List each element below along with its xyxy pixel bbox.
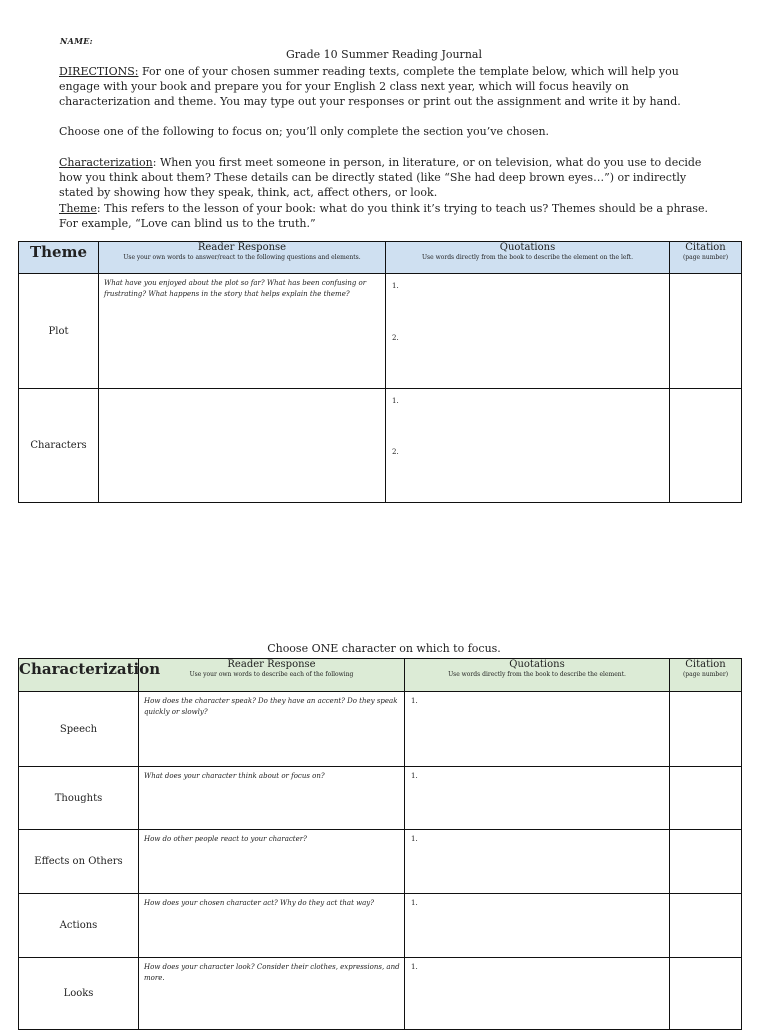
quotation-cell-plot[interactable] (386, 274, 670, 389)
directions-label: DIRECTIONS: (59, 65, 139, 78)
table-row (19, 274, 742, 389)
quote-number: 1. (411, 835, 418, 843)
directions-paragraph (59, 64, 714, 109)
theme-heading: Theme (19, 242, 99, 274)
quote-number: 2. (392, 334, 399, 342)
response-cell-looks[interactable] (139, 958, 405, 1030)
citation-cell-actions[interactable] (670, 894, 742, 958)
row-label-effects-on-others: Effects on Others (19, 830, 139, 894)
choose-instruction: Choose one of the following to focus on; you’ll only complete the section you’ve chosen. (59, 125, 550, 138)
table-row (19, 830, 742, 894)
quotation-cell-thoughts[interactable] (405, 767, 670, 830)
characterization-label: Characterization (59, 156, 153, 169)
citation-cell-looks[interactable] (670, 958, 742, 1030)
citation-cell-thoughts[interactable] (670, 767, 742, 830)
citation-cell-speech[interactable] (670, 692, 742, 767)
response-cell-actions[interactable] (139, 894, 405, 958)
table-row (19, 767, 742, 830)
row-label-thoughts: Thoughts (19, 767, 139, 830)
citation-header: Citation (page number) (670, 242, 742, 274)
row-label-actions: Actions (19, 894, 139, 958)
theme-definition (59, 201, 714, 231)
quotations-header: Quotations Use words directly from the book to describe the element. (405, 659, 670, 692)
characterization-table (18, 658, 742, 1030)
name-label: NAME: (60, 36, 93, 46)
characterization-heading: Characterization (19, 659, 139, 692)
theme-label: Theme (59, 202, 97, 215)
quote-number: 1. (411, 963, 418, 971)
reader-response-header: Reader Response Use your own words to answer/react to the following questions and elements. (99, 242, 386, 274)
response-cell-characters[interactable] (99, 389, 386, 503)
quotation-cell-looks[interactable] (405, 958, 670, 1030)
row-label-characters: Characters (19, 389, 99, 503)
quote-number: 1. (411, 899, 418, 907)
table-row (19, 894, 742, 958)
quotations-header: Quotations Use words directly from the book to describe the element on the left. (386, 242, 670, 274)
quotation-cell-actions[interactable] (405, 894, 670, 958)
row-label-plot: Plot (19, 274, 99, 389)
prompt-text: How do other people react to your character? (144, 835, 307, 843)
row-label-speech: Speech (19, 692, 139, 767)
table-row (19, 692, 742, 767)
quote-number: 1. (392, 397, 399, 405)
characterization-text: : When you first meet someone in person, in literature, or on television, what do you use to decide how you think about them? These details can be directly stated (like “She had deep brown eyes…”) or indirectly stated by showing how they speak, think, act, affect others, or look. (59, 156, 702, 199)
quotation-cell-characters[interactable] (386, 389, 670, 503)
quote-number: 1. (392, 282, 399, 290)
response-cell-effects-on-others[interactable] (139, 830, 405, 894)
prompt-text (99, 389, 385, 393)
response-cell-speech[interactable] (139, 692, 405, 767)
citation-cell-characters[interactable] (670, 389, 742, 503)
characterization-definition (59, 155, 714, 200)
table-row (19, 389, 742, 503)
character-focus-instruction: Choose ONE character on which to focus. (267, 642, 501, 655)
theme-text: : This refers to the lesson of your book: what do you think it’s trying to teach us? Themes should be a phrase. For example, “Love can blind us to the truth.” (59, 202, 709, 230)
theme-table (18, 241, 742, 503)
prompt-text: What have you enjoyed about the plot so far? What has been confusing or frustrating? What happens in the story that helps explain the theme? (104, 279, 367, 298)
table-row (19, 958, 742, 1030)
row-label-looks: Looks (19, 958, 139, 1030)
quotation-cell-effects-on-others[interactable] (405, 830, 670, 894)
quote-number: 1. (411, 772, 418, 780)
prompt-text: How does your character look? Consider their clothes, expressions, and more. (144, 963, 400, 982)
quote-number: 2. (392, 448, 399, 456)
prompt-text: What does your character think about or focus on? (144, 772, 325, 780)
reader-response-header: Reader Response Use your own words to describe each of the following (139, 659, 405, 692)
response-cell-plot[interactable] (99, 274, 386, 389)
directions-text: For one of your chosen summer reading texts, complete the template below, which will help you engage with your book and prepare you for your English 2 class next year, which will focus heavily on characterization and theme. You may type out your responses or print out the assignment and write it by hand. (59, 65, 681, 108)
prompt-text: How does the character speak? Do they have an accent? Do they speak quickly or slowly? (144, 697, 398, 716)
citation-cell-plot[interactable] (670, 274, 742, 389)
document-title: Grade 10 Summer Reading Journal (286, 48, 482, 61)
prompt-text: How does your chosen character act? Why do they act that way? (144, 899, 374, 907)
response-cell-thoughts[interactable] (139, 767, 405, 830)
quotation-cell-speech[interactable] (405, 692, 670, 767)
citation-cell-effects-on-others[interactable] (670, 830, 742, 894)
citation-header: Citation (page number) (670, 659, 742, 692)
quote-number: 1. (411, 697, 418, 705)
